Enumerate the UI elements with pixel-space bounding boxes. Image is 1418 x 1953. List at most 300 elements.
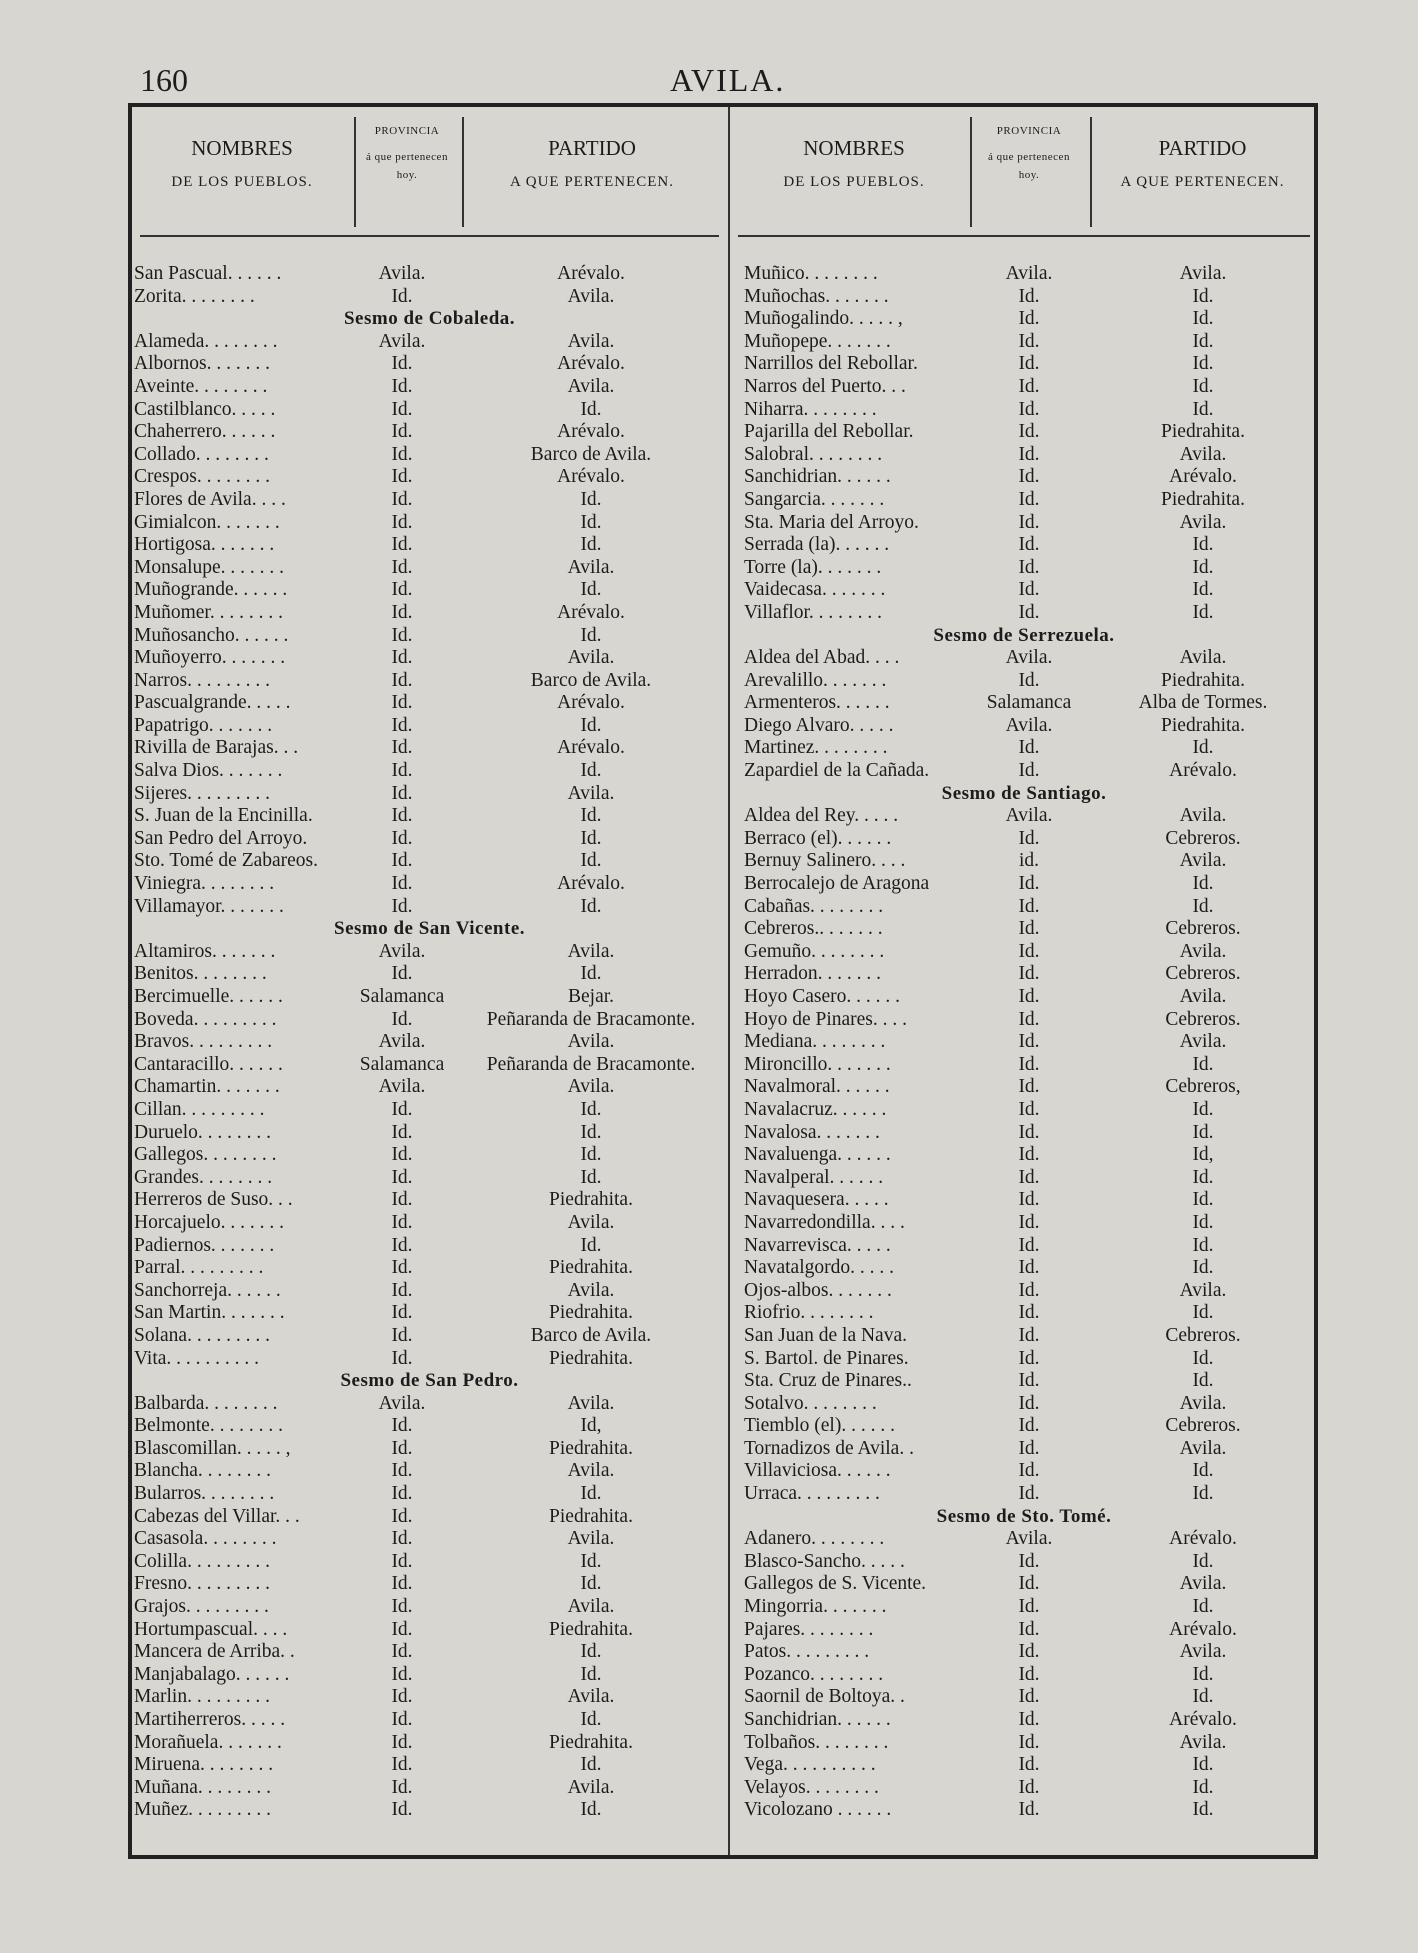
table-row — [132, 1483, 727, 1506]
district: Avila. — [1179, 1731, 1227, 1753]
table-row — [730, 534, 1318, 557]
town-name: Sta. Maria del Arroyo. — [744, 511, 919, 533]
table-row — [730, 1799, 1318, 1822]
table-row — [730, 1777, 1318, 1800]
town-name: Navarredondilla. . . . — [744, 1211, 905, 1233]
town-name: Boveda. . . . . . . . . — [134, 1008, 277, 1030]
province: Id. — [391, 850, 413, 872]
town-name: Sto. Tomé de Zabareos. — [134, 850, 319, 872]
table-row — [730, 1573, 1318, 1596]
district: Piedrahita. — [549, 1257, 633, 1279]
district: Avila. — [1179, 1437, 1227, 1459]
town-name: Cabezas del Villar. . . — [134, 1505, 300, 1527]
town-name: Ojos-albos. . . . . . . — [744, 1279, 892, 1301]
province: Id. — [391, 1596, 413, 1618]
district: Piedrahita. — [1161, 669, 1245, 691]
town-name: Berraco (el). . . . . . — [744, 827, 892, 849]
table-row — [132, 1031, 727, 1054]
province: Id. — [1018, 375, 1040, 397]
district: Avila. — [567, 1279, 615, 1301]
town-name: Blancha. . . . . . . . — [134, 1460, 272, 1482]
town-name: Adanero. . . . . . . . — [744, 1528, 885, 1550]
district: Id. — [580, 1121, 602, 1143]
province: Id. — [1018, 511, 1040, 533]
district: Id. — [1192, 1754, 1214, 1776]
district: Arévalo. — [557, 601, 625, 623]
table-row — [132, 647, 727, 670]
town-name: Blascomillan. . . . . , — [134, 1437, 291, 1459]
section-heading: Sesmo de Santiago. — [941, 782, 1107, 804]
table-row — [730, 399, 1318, 422]
header-separator — [1090, 117, 1092, 227]
table-row — [730, 1686, 1318, 1709]
province: Id. — [391, 375, 413, 397]
town-name: Blasco-Sancho. . . . . — [744, 1550, 905, 1572]
province: Id. — [391, 647, 413, 669]
province: Id. — [391, 1505, 413, 1527]
district: Id. — [1192, 1550, 1214, 1572]
table-row — [730, 850, 1318, 873]
district: Avila. — [567, 940, 615, 962]
district: Piedrahita. — [549, 1302, 633, 1324]
town-name: Patos. . . . . . . . . — [744, 1641, 870, 1663]
table-row — [132, 421, 727, 444]
table-row — [132, 760, 727, 783]
district: Arévalo. — [557, 737, 625, 759]
district: Arévalo. — [557, 873, 625, 895]
town-name: Aldea del Rey. . . . . — [744, 805, 899, 827]
district: Id. — [580, 827, 602, 849]
town-name: Torre (la). . . . . . . — [744, 556, 882, 578]
town-name: Sotalvo. . . . . . . . — [744, 1392, 877, 1414]
district: Id. — [1192, 308, 1214, 330]
province: Id. — [391, 579, 413, 601]
province: Id. — [1018, 1460, 1040, 1482]
district: Peñaranda de Bracamonte. — [486, 1053, 696, 1075]
province: Id. — [391, 1189, 413, 1211]
province: Id. — [1018, 1279, 1040, 1301]
header-separator — [970, 117, 972, 227]
town-name: Navarrevisca. . . . . — [744, 1234, 891, 1256]
town-name: Cantaracillo. . . . . . — [134, 1053, 283, 1075]
table-row — [132, 670, 727, 693]
district: Arévalo. — [1169, 760, 1237, 782]
town-name: Hoyo de Pinares. . . . — [744, 1008, 908, 1030]
district: Id. — [1192, 1686, 1214, 1708]
town-name: S. Bartol. de Pinares. — [744, 1347, 909, 1369]
table-row — [132, 1009, 727, 1032]
table-row — [132, 1777, 727, 1800]
town-name: Vaidecasa. . . . . . . — [744, 579, 886, 601]
section-heading: Sesmo de San Vicente. — [334, 918, 525, 940]
district: Avila. — [1179, 647, 1227, 669]
table-row — [730, 331, 1318, 354]
town-name: Colilla. . . . . . . . . — [134, 1550, 270, 1572]
left-table-header — [132, 107, 727, 237]
province: Id. — [391, 1347, 413, 1369]
table-row — [132, 873, 727, 896]
header-partido: PARTIDO A QUE PERTENECEN. — [509, 136, 674, 191]
town-name: Velayos. . . . . . . . — [744, 1776, 879, 1798]
district: Id. — [580, 1166, 602, 1188]
page-title: AVILA. — [670, 62, 786, 98]
district: Avila. — [567, 1076, 615, 1098]
province: Id. — [1018, 398, 1040, 420]
town-name: Papatrigo. . . . . . . — [134, 714, 273, 736]
table-row — [132, 1257, 727, 1280]
table-row — [132, 1167, 727, 1190]
province: Id. — [391, 1483, 413, 1505]
town-name: Manjabalago. . . . . . — [134, 1663, 290, 1685]
province: Id. — [1018, 1618, 1040, 1640]
table-row — [132, 1506, 727, 1529]
district: Id. — [1192, 1234, 1214, 1256]
town-name: Gallegos de S. Vicente. — [744, 1573, 927, 1595]
district: Cebreros. — [1165, 1008, 1241, 1030]
town-name: Rivilla de Barajas. . . — [134, 737, 299, 759]
province: Id. — [391, 1686, 413, 1708]
district: Id. — [580, 579, 602, 601]
district: Piedrahita. — [549, 1189, 633, 1211]
province: Id. — [1018, 940, 1040, 962]
page-number: 160 — [140, 62, 188, 98]
table-row — [132, 1438, 727, 1461]
table-row — [132, 1144, 727, 1167]
province: Id. — [1018, 466, 1040, 488]
town-name: Duruelo. . . . . . . . — [134, 1121, 272, 1143]
district: Cebreros. — [1165, 1324, 1241, 1346]
province: Salamanca — [359, 1053, 445, 1075]
town-name: Albornos. . . . . . . — [134, 353, 270, 375]
province: Id. — [391, 556, 413, 578]
district: Id. — [1192, 1370, 1214, 1392]
town-name: Mancera de Arriba. . — [134, 1641, 295, 1663]
province: Id. — [1018, 1776, 1040, 1798]
district: Id. — [1192, 556, 1214, 578]
table-row — [132, 1619, 727, 1642]
town-name: Saornil de Boltoya. . — [744, 1686, 905, 1708]
table-row — [730, 760, 1318, 783]
district: Piedrahita. — [1161, 714, 1245, 736]
town-name: San Pascual. . . . . . — [134, 263, 282, 284]
table-row — [132, 986, 727, 1009]
town-name: Narros del Puerto. . . — [744, 375, 906, 397]
district: Id. — [580, 963, 602, 985]
table-row — [730, 557, 1318, 580]
table-row — [132, 1799, 727, 1822]
table-row — [730, 1709, 1318, 1732]
province: Id. — [391, 963, 413, 985]
province: Id. — [1018, 1754, 1040, 1776]
table-row — [132, 1393, 727, 1416]
province: Salamanca — [359, 986, 445, 1007]
province: Id. — [1018, 330, 1040, 352]
table-row — [132, 1302, 727, 1325]
district: Id. — [1192, 1663, 1214, 1685]
province: Id. — [1018, 1166, 1040, 1188]
district: Barco de Avila. — [530, 1324, 652, 1346]
district: Avila. — [567, 556, 615, 578]
table-row — [730, 286, 1318, 309]
town-name: Navatalgordo. . . . . — [744, 1257, 895, 1279]
table-row — [730, 1528, 1318, 1551]
province: Id. — [391, 692, 413, 714]
province: Id. — [391, 1211, 413, 1233]
table-frame — [128, 103, 1318, 1859]
table-row — [132, 941, 727, 964]
district: Avila. — [1179, 1279, 1227, 1301]
town-name: Muñico. . . . . . . . — [744, 263, 878, 284]
district: Id, — [1192, 1144, 1214, 1166]
district: Arévalo. — [557, 353, 625, 375]
table-row — [730, 1393, 1318, 1416]
province: Id. — [1018, 737, 1040, 759]
district: Id. — [1192, 895, 1214, 917]
table-row — [132, 376, 727, 399]
district: Avila. — [1179, 443, 1227, 465]
town-name: Vega. . . . . . . . . . — [744, 1754, 876, 1776]
town-name: Vita. . . . . . . . . . — [134, 1347, 260, 1369]
table-row — [730, 1438, 1318, 1461]
province: Id. — [1018, 827, 1040, 849]
province: Id. — [391, 353, 413, 375]
town-name: Bercimuelle. . . . . . — [134, 986, 283, 1007]
town-name: San Pedro del Arroyo. — [134, 827, 308, 849]
town-name: Gemuño. . . . . . . . — [744, 940, 885, 962]
town-name: Crespos. . . . . . . . — [134, 466, 270, 488]
district: Id. — [580, 1709, 602, 1730]
province: Id. — [1018, 421, 1040, 443]
district: Barco de Avila. — [530, 669, 652, 691]
district: Id. — [1192, 1776, 1214, 1798]
district: Id, — [580, 1415, 602, 1437]
province: Id. — [391, 1144, 413, 1166]
table-row — [132, 534, 727, 557]
district: Id. — [580, 714, 602, 736]
district: Piedrahita. — [549, 1437, 633, 1459]
table-row — [132, 286, 727, 309]
table-row — [730, 828, 1318, 851]
district: Avila. — [1179, 850, 1227, 872]
province: Id. — [391, 1709, 413, 1730]
table-row — [730, 602, 1318, 625]
province: Id. — [1018, 1415, 1040, 1437]
province: Id. — [1018, 1641, 1040, 1663]
town-name: Zapardiel de la Cañada. — [744, 760, 930, 782]
province: Avila. — [378, 940, 426, 962]
table-row — [730, 1076, 1318, 1099]
table-row — [730, 737, 1318, 760]
town-name: Pajares. . . . . . . . — [744, 1618, 874, 1640]
province: Id. — [1018, 1053, 1040, 1075]
table-row — [132, 1122, 727, 1145]
district: Avila. — [567, 330, 615, 352]
table-row — [132, 1054, 727, 1077]
table-row — [730, 421, 1318, 444]
table-row — [132, 896, 727, 919]
table-row — [132, 353, 727, 376]
town-name: Salobral. . . . . . . . — [744, 443, 883, 465]
table-row — [730, 1415, 1318, 1438]
province: Avila. — [1005, 805, 1053, 827]
town-name: Arevalillo. . . . . . . — [744, 669, 887, 691]
table-row — [730, 941, 1318, 964]
table-row — [730, 489, 1318, 512]
district: Id. — [580, 1144, 602, 1166]
town-name: Pozanco. . . . . . . . — [744, 1663, 884, 1685]
town-name: Bernuy Salinero. . . . — [744, 850, 906, 872]
district: Avila. — [1179, 805, 1227, 827]
province: Id. — [391, 488, 413, 510]
province: Id. — [1018, 1686, 1040, 1708]
province: Id. — [391, 421, 413, 443]
district: Id. — [1192, 1483, 1214, 1505]
table-row — [132, 1099, 727, 1122]
province: Id. — [1018, 1211, 1040, 1233]
district: Peñaranda de Bracamonte. — [486, 1008, 696, 1030]
district: Id. — [1192, 1596, 1214, 1618]
town-name: S. Juan de la Encinilla. — [134, 805, 313, 827]
right-table-header — [730, 107, 1318, 237]
district: Id. — [580, 1641, 602, 1663]
table-row — [730, 1732, 1318, 1755]
district: Id. — [580, 1234, 602, 1256]
district: Id. — [580, 1098, 602, 1120]
table-row — [730, 1619, 1318, 1642]
town-name: Casasola. . . . . . . . — [134, 1528, 277, 1550]
town-name: Cabañas. . . . . . . . — [744, 895, 884, 917]
town-name: Monsalupe. . . . . . . — [134, 556, 285, 578]
district: Id. — [580, 1573, 602, 1595]
table-row — [730, 1144, 1318, 1167]
province: Id. — [391, 1166, 413, 1188]
town-name: Sangarcia. . . . . . . — [744, 488, 885, 510]
table-row — [730, 873, 1318, 896]
right-table-body — [730, 263, 1318, 1822]
town-name: Chamartin. . . . . . . — [134, 1076, 280, 1098]
province: Id. — [391, 760, 413, 782]
town-name: Armenteros. . . . . . — [744, 692, 890, 714]
district: Avila. — [567, 1211, 615, 1233]
district: Id. — [1192, 330, 1214, 352]
table-row — [132, 1325, 727, 1348]
header-provincia: PROVINCIA á que pertenecen hoy. — [988, 125, 1070, 182]
table-row — [730, 1551, 1318, 1574]
district: Id. — [1192, 1799, 1214, 1821]
district: Avila. — [567, 1392, 615, 1414]
province: Id. — [1018, 488, 1040, 510]
table-row — [132, 850, 727, 873]
district: Arévalo. — [557, 466, 625, 488]
town-name: Narrillos del Rebollar. — [744, 353, 918, 375]
header-separator — [462, 117, 464, 227]
town-name: Altamiros. . . . . . . — [134, 940, 276, 962]
town-name: Aldea del Abad. . . . — [744, 647, 900, 669]
table-row — [132, 1686, 727, 1709]
table-row — [730, 1189, 1318, 1212]
table-row — [132, 1732, 727, 1755]
table-row — [730, 692, 1318, 715]
district: Avila. — [567, 1686, 615, 1708]
province: Id. — [391, 782, 413, 804]
province: Id. — [1018, 556, 1040, 578]
district: Avila. — [1179, 1392, 1227, 1414]
district: Avila. — [1179, 263, 1227, 284]
province: Id. — [1018, 873, 1040, 895]
town-name: Sijeres. . . . . . . . . — [134, 782, 270, 804]
table-row — [730, 1302, 1318, 1325]
table-row — [132, 1280, 727, 1303]
table-row — [730, 512, 1318, 535]
table-row — [730, 1460, 1318, 1483]
province: Id. — [1018, 1076, 1040, 1098]
town-name: Viniegra. . . . . . . . — [134, 873, 275, 895]
district: Id. — [1192, 1098, 1214, 1120]
table-row — [730, 918, 1318, 941]
table-row — [132, 783, 727, 806]
province: Id. — [1018, 1483, 1040, 1505]
district: Alba de Tormes. — [1138, 692, 1268, 714]
district: Id. — [1192, 579, 1214, 601]
town-name: Zorita. . . . . . . . — [134, 285, 255, 307]
district: Id. — [580, 805, 602, 827]
district: Piedrahita. — [549, 1347, 633, 1369]
table-row — [132, 444, 727, 467]
province: Id. — [391, 601, 413, 623]
table-row — [730, 466, 1318, 489]
town-name: Muñoyerro. . . . . . . — [134, 647, 286, 669]
province: Id. — [1018, 1098, 1040, 1120]
district: Arévalo. — [557, 421, 625, 443]
table-row — [132, 1348, 727, 1371]
district: Id. — [1192, 398, 1214, 420]
province: Id. — [391, 895, 413, 917]
town-name: Diego Alvaro. . . . . — [744, 714, 894, 736]
header-nombres: NOMBRES DE LOS PUEBLOS. — [783, 136, 925, 191]
table-row — [730, 579, 1318, 602]
district: Avila. — [1179, 940, 1227, 962]
province: Id. — [391, 1098, 413, 1120]
town-name: Solana. . . . . . . . . — [134, 1324, 270, 1346]
town-name: Mediana. . . . . . . . — [744, 1031, 886, 1053]
table-row — [132, 963, 727, 986]
province: Id. — [391, 805, 413, 827]
town-name: Hortumpascual. . . . — [134, 1618, 288, 1640]
province: Id. — [1018, 1144, 1040, 1166]
town-name: Navalperal. . . . . . — [744, 1166, 884, 1188]
province: Avila. — [378, 1076, 426, 1098]
table-row — [730, 1167, 1318, 1190]
province: Id. — [391, 511, 413, 533]
district: Id. — [580, 1663, 602, 1685]
district: Cebreros. — [1165, 918, 1241, 940]
province: Id. — [1018, 1121, 1040, 1143]
town-name: Sanchidrian. . . . . . — [744, 1709, 891, 1730]
section-heading: Sesmo de Sto. Tomé. — [936, 1505, 1112, 1527]
town-name: Cebreros.. . . . . . . — [744, 918, 883, 940]
town-name: Hortigosa. . . . . . . — [134, 534, 275, 556]
town-name: Muñosancho. . . . . . — [134, 624, 289, 646]
table-row — [132, 557, 727, 580]
town-name: Cillan. . . . . . . . . — [134, 1098, 265, 1120]
town-name: Pascualgrande. . . . . — [134, 692, 291, 714]
province: Id. — [1018, 918, 1040, 940]
table-row — [132, 1189, 727, 1212]
table-row — [132, 489, 727, 512]
province: Id. — [391, 1324, 413, 1346]
town-name: Sta. Cruz de Pinares.. — [744, 1370, 912, 1392]
left-table — [132, 107, 727, 1855]
